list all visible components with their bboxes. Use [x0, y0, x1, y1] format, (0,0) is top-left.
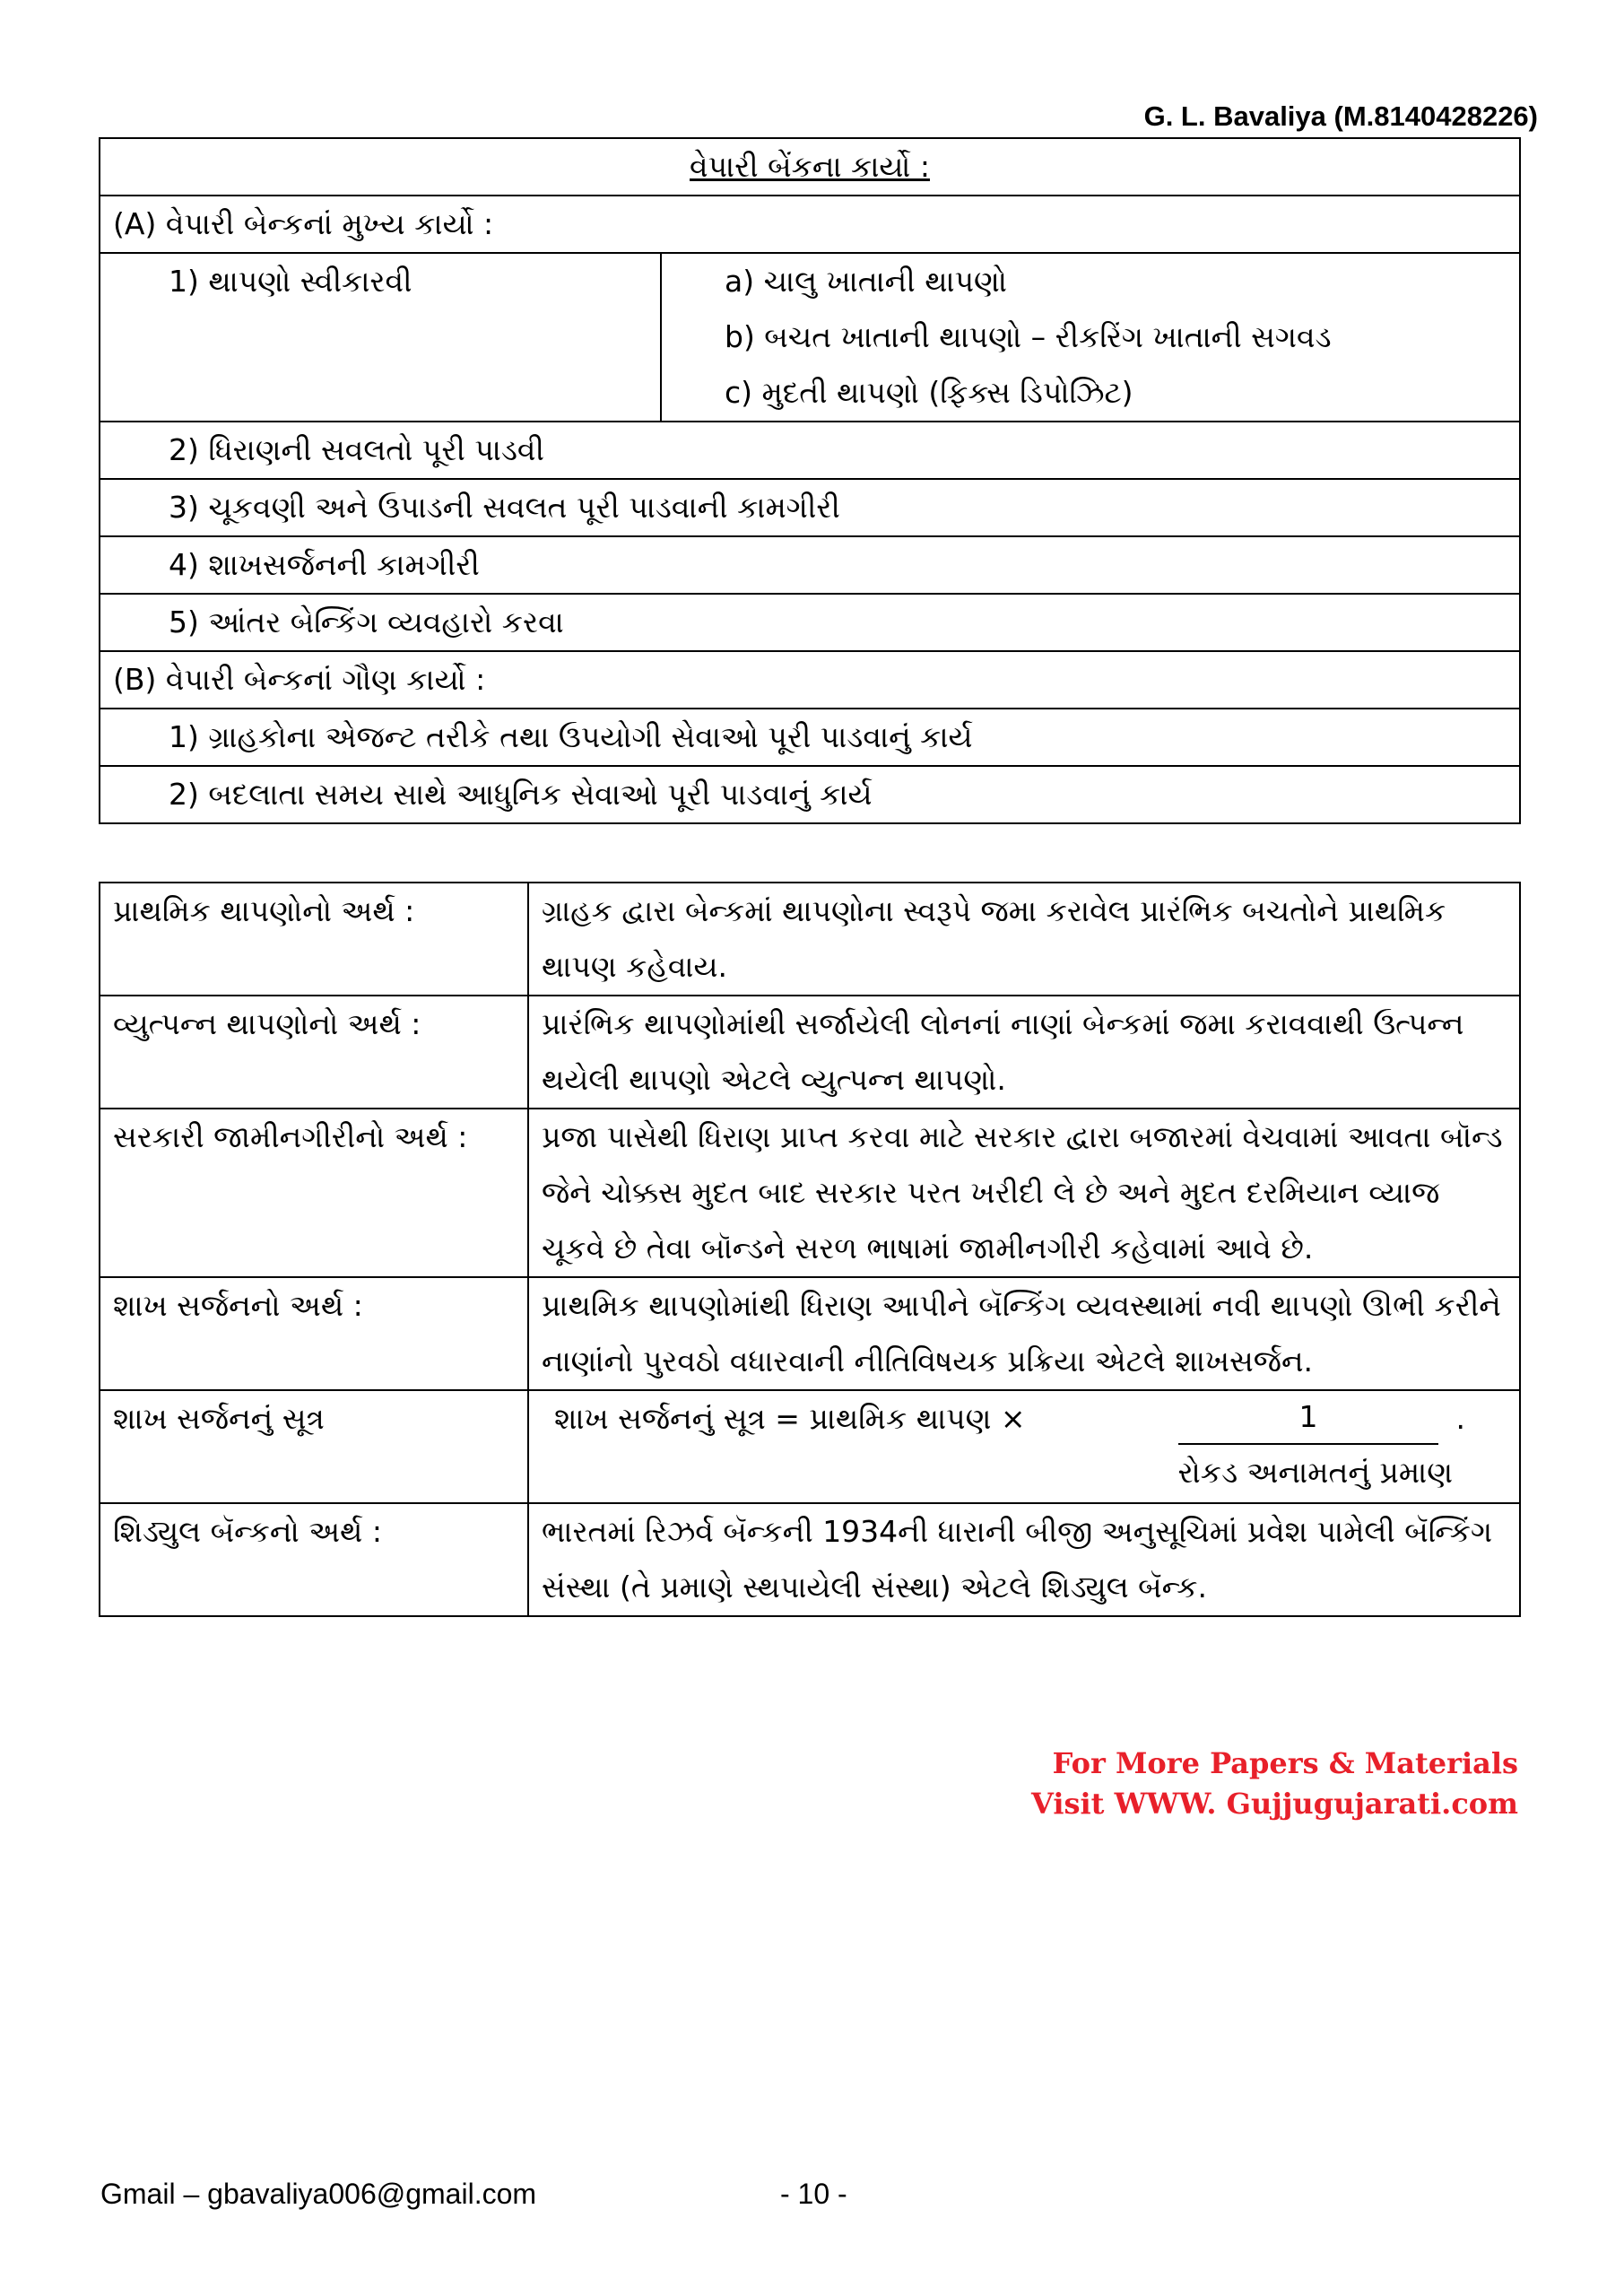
- definition-text: ગ્રાહક દ્વારા બેન્કમાં થાપણોના સ્વરૂપે જમા કરાવેલ પ્રારંભિક બચતોને પ્રાથમિક થાપણ કહેવાય.: [528, 883, 1520, 996]
- definition-term: શિડ્યુલ બૅન્કનો અર્થ :: [100, 1503, 528, 1616]
- definition-term: પ્રાથમિક થાપણોનો અર્થ :: [100, 883, 528, 996]
- promo-line: Visit WWW. Gujjugujarati.com: [1031, 1787, 1518, 1821]
- section-b-heading: (B) વેપારી બેન્કનાં ગૌણ કાર્યો :: [100, 651, 1520, 709]
- formula-end-mark: .: [1455, 1401, 1465, 1436]
- promo-line: For More Papers & Materials: [1052, 1746, 1518, 1780]
- item-agent: 1) ગ્રાહકોના એજન્ટ તરીકે તથા ઉપયોગી સેવાઓ પૂરી પાડવાનું કાર્ય: [100, 709, 1520, 766]
- deposit-types: [661, 253, 1520, 422]
- formula-cell: [528, 1390, 1520, 1503]
- item-lending: 2) ધિરાણની સવલતો પૂરી પાડવી: [100, 422, 1520, 479]
- formula-term: શાખ સર્જનનું સૂત્ર: [100, 1390, 528, 1503]
- list-item: a) ચાલુ ખાતાની થાપણો: [725, 264, 1008, 299]
- formula-fraction: [1125, 1391, 1465, 1500]
- definition-term: સરકારી જામીનગીરીનો અર્થ :: [100, 1109, 528, 1277]
- definition-text: પ્રજા પાસેથી ધિરાણ પ્રાપ્ત કરવા માટે સરકાર દ્વારા બજારમાં વેચવામાં આવતા બૉન્ડ જેને ચોક્કસ મુદત બાદ સરકાર પરત ખરીદી લે છે અને મુદત દરમિયાન વ્યાજ ચૂકવે છે તેવા બૉન્ડને સરળ ભાષામાં જામીનગીરી કહેવામાં આવે છે.: [528, 1109, 1520, 1277]
- definitions-table: [99, 882, 1521, 1617]
- bank-functions-table: [99, 137, 1521, 824]
- formula-denominator: રોકડ અનામતનું પ્રમાણ: [1177, 1455, 1453, 1490]
- definition-text: પ્રાથમિક થાપણોમાંથી ધિરાણ આપીને બૅન્કિંગ વ્યવસ્થામાં નવી થાપણો ઊભી કરીને નાણાંનો પુરવઠો વધારવાની નીતિવિષયક પ્રક્રિયા એટલે શાખસર્જન.: [528, 1277, 1520, 1390]
- definition-term: વ્યુત્પન્ન થાપણોનો અર્થ :: [100, 996, 528, 1109]
- author-header: G. L. Bavaliya (M.8140428226): [1143, 100, 1538, 132]
- list-item: c) મુદતી થાપણો (ફિક્સ ડિપોઝિટ): [725, 375, 1133, 410]
- definition-text: પ્રારંભિક થાપણોમાંથી સર્જાયેલી લોનનાં નાણાં બેન્કમાં જમા કરાવવાથી ઉત્પન્ન થયેલી થાપણો એટલે વ્યુત્પન્ન થાપણો.: [528, 996, 1520, 1109]
- item-payment: 3) ચૂકવણી અને ઉપાડની સવલત પૂરી પાડવાની કામગીરી: [100, 479, 1520, 536]
- item-modern-services: 2) બદલાતા સમય સાથે આધુનિક સેવાઓ પૂરી પાડવાનું કાર્ય: [100, 766, 1520, 823]
- formula-numerator: 1: [1178, 1391, 1438, 1445]
- definition-text: ભારતમાં રિઝર્વ બૅન્કની 1934ની ધારાની બીજી અનુસૂચિમાં પ્રવેશ પામેલી બૅન્કિંગ સંસ્થા (તે પ્રમાણે સ્થપાયેલી સંસ્થા) એટલે શિડ્યુલ બૅન્ક.: [528, 1503, 1520, 1616]
- list-item: b) બચત ખાતાની થાપણો – રીકરિંગ ખાતાની સગવડ: [725, 319, 1332, 354]
- item-interbank: 5) આંતર બેન્કિંગ વ્યવહારો કરવા: [100, 594, 1520, 651]
- item-credit-creation: 4) શાખસર્જનની કામગીરી: [100, 536, 1520, 594]
- item-deposits: 1) થાપણો સ્વીકારવી: [100, 253, 661, 422]
- definition-term: શાખ સર્જનનો અર્થ :: [100, 1277, 528, 1390]
- table-title: વેપારી બેંકના કાર્યો :: [100, 138, 1520, 196]
- page-number: - 10 -: [780, 2178, 847, 2210]
- footer-gmail: Gmail – gbavaliya006@gmail.com: [100, 2178, 537, 2210]
- promo-text: [1031, 1744, 1518, 1824]
- formula-lhs: શાખ સર્જનનું સૂત્ર = પ્રાથમિક થાપણ ×: [554, 1401, 1026, 1436]
- section-a-heading: (A) વેપારી બેન્કનાં મુખ્ય કાર્યો :: [100, 196, 1520, 253]
